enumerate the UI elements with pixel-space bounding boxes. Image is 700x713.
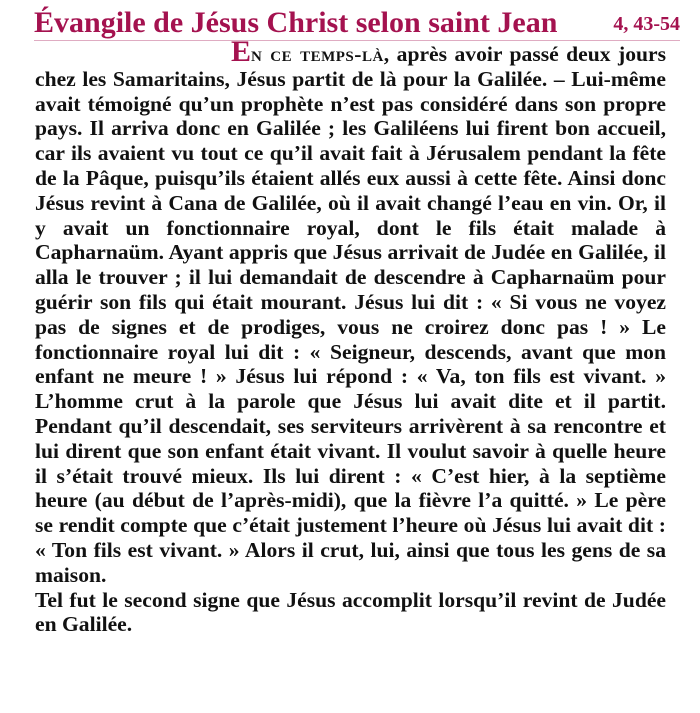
paragraph-main: [35, 35, 667, 588]
header-divider: [34, 40, 680, 41]
gospel-title: Évangile de Jésus Christ selon saint Jean: [34, 6, 558, 39]
gospel-reading: [35, 35, 667, 637]
drop-cap: E: [231, 35, 252, 68]
paragraph-closing: Tel fut le second signe que Jésus accomplit lorsqu’il revint de Judée en Galilée.: [35, 587, 666, 637]
reading-header: [34, 6, 680, 40]
opening-words: n ce temps-là: [251, 42, 384, 66]
verse-reference: 4, 43-54: [613, 13, 680, 35]
paragraph-main-text: , après avoir passé deux jours chez les Samaritains, Jésus partit de là pour la Galilée. – Lui-même avait témoigné qu’un prophète n’est pas considéré dans son propre pays. Il arriva donc en Galilée ; les Galiléens lui firent bon accueil, car ils avaient vu tout ce qu’il avait fait à Jérusalem pendant la fête de la Pâque, puisqu’ils étaient allés eux aussi à cette fête. Ainsi donc Jésus revint à Cana de Galilée, où il avait changé l’eau en vin. Or, il y avait un fonctionnaire royal, dont le fils était malade à Capharnaüm. Ayant appris que Jésus arrivait de Judée en Galilée, il alla le trouver ; il lui demandait de descendre à Capharnaüm pour guérir son fils qui était mourant. Jésus lui dit : « Si vous ne voyez pas de signes et de prodiges, vous ne croirez donc pas ! » Le fonctionnaire royal lui dit : « Seigneur, descends, avant que mon enfant ne meure ! » Jésus lui répond : « Va, ton fils est vivant. » L’homme crut à la parole que Jésus lui avait dite et il partit. Pendant qu’il descendait, ses serviteurs arrivèrent à sa rencontre et lui dirent que son enfant était vivant. Il voulut savoir à quelle heure il s’était trouvé mieux. Ils lui dirent : « C’est hier, à la septième heure (au début de l’après-midi), que la fièvre l’a quitté. » Le père se rendit compte que c’était justement l’heure où Jésus lui avait dit : « Ton fils est vivant. » Alors il crut, lui, ainsi que tous les gens de sa maison.: [35, 42, 667, 587]
